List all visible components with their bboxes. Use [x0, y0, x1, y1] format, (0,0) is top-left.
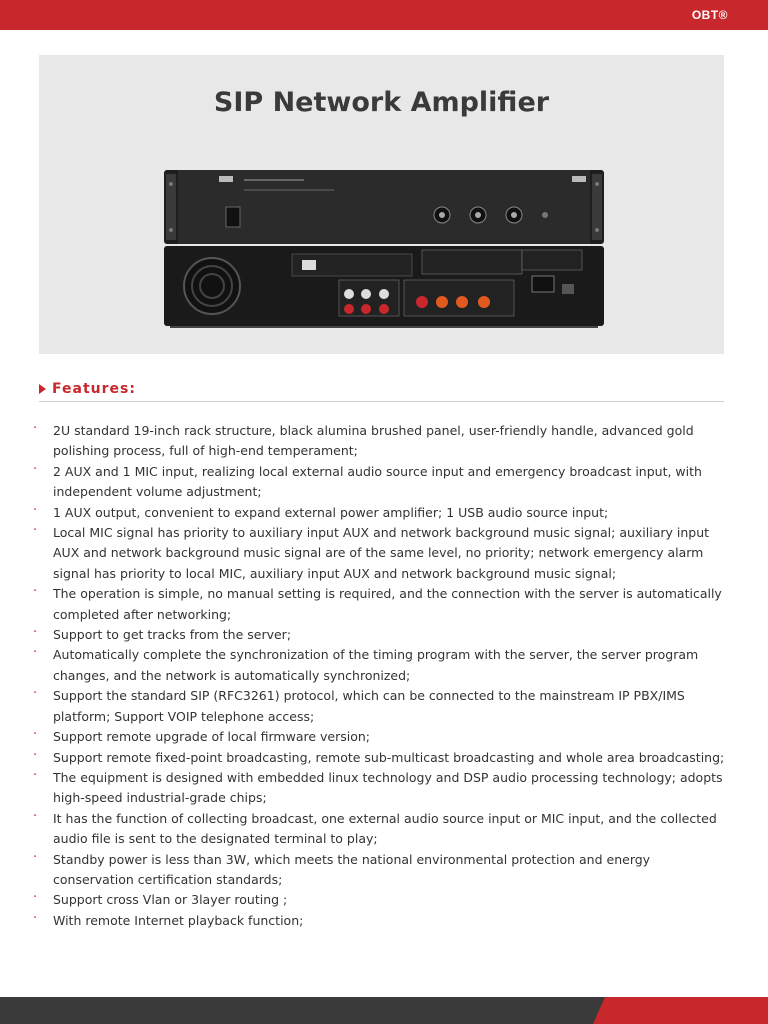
feature-item: · The operation is simple, no manual setting is required, and the connection with the server is automatically completed after networking;	[33, 584, 733, 625]
top-bar	[0, 0, 768, 30]
divider	[39, 401, 724, 402]
feature-item: · Support remote fixed-point broadcasting, remote sub-multicast broadcasting and whole area broadcasting;	[33, 748, 733, 768]
footer-bar	[0, 997, 768, 1024]
feature-item: · With remote Internet playback function;	[33, 911, 733, 931]
feature-item: · Local MIC signal has priority to auxiliary input AUX and network background music signal; auxiliary input AUX and network background music signal are of the same level, no priority; network emergency alarm signal has priority to local MIC, auxiliary input AUX and network background music signal;	[33, 523, 733, 584]
brand-logo: OBT®	[691, 8, 728, 22]
feature-item: · It has the function of collecting broadcast, one external audio source input or MIC input, and the collected audio file is sent to the designated terminal to play;	[33, 809, 733, 850]
feature-item: · Support remote upgrade of local firmware version;	[33, 727, 733, 747]
product-title: SIP Network Amplifier	[213, 87, 550, 118]
feature-item: · Standby power is less than 3W, which meets the national environmental protection and energy conservation certification standards;	[33, 850, 733, 891]
features-heading	[39, 381, 136, 397]
features-title: Features:	[52, 381, 136, 397]
product-image	[164, 152, 604, 384]
feature-item: · 2U standard 19-inch rack structure, black alumina brushed panel, user-friendly handle, advanced gold polishing process, full of high-end temperament;	[33, 421, 733, 462]
feature-item: · Support the standard SIP (RFC3261) protocol, which can be connected to the mainstream IP PBX/IMS platform; Support VOIP telephone access;	[33, 686, 733, 727]
product-hero	[39, 55, 724, 354]
feature-item: · 1 AUX output, convenient to expand external power amplifier; 1 USB audio source input;	[33, 503, 733, 523]
feature-item: · The equipment is designed with embedded linux technology and DSP audio processing technology; adopts high-speed industrial-grade chips;	[33, 768, 733, 809]
triangle-icon	[39, 384, 46, 394]
feature-item: · 2 AUX and 1 MIC input, realizing local external audio source input and emergency broadcast input, with independent volume adjustment;	[33, 462, 733, 503]
feature-item: · Automatically complete the synchronization of the timing program with the server, the server program changes, and the network is automatically synchronized;	[33, 645, 733, 686]
feature-item: · Support to get tracks from the server;	[33, 625, 733, 645]
features-list	[33, 421, 733, 931]
footer-accent	[593, 997, 768, 1024]
feature-item: · Support cross Vlan or 3layer routing ;	[33, 890, 733, 910]
